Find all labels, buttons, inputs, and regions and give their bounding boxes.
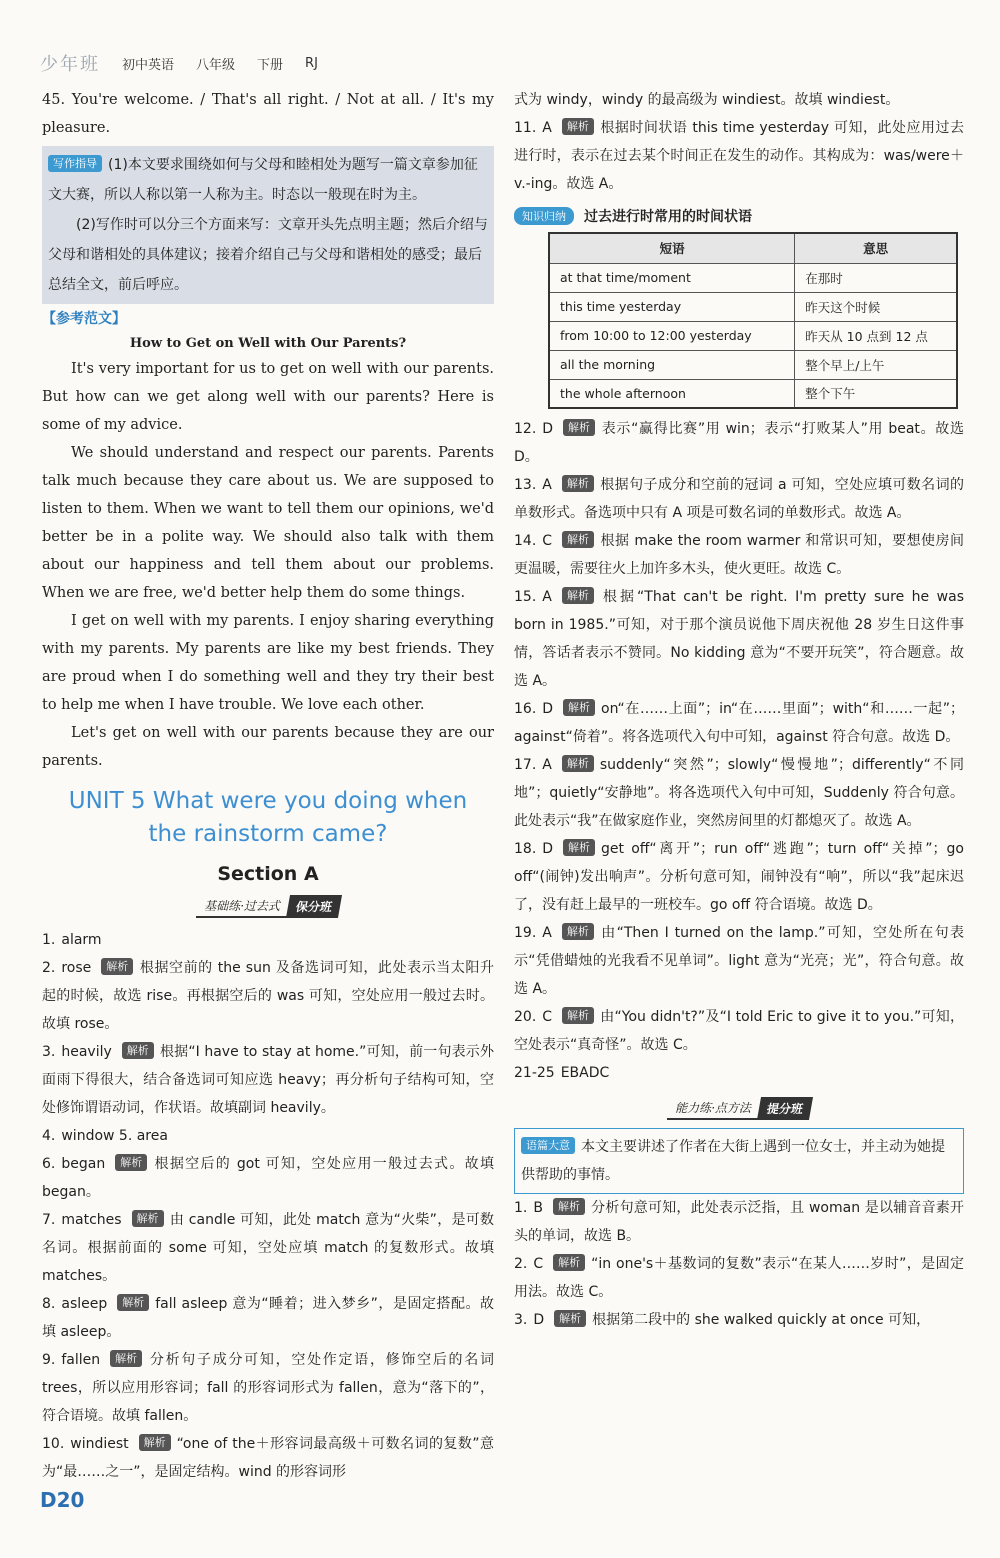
essay-paragraph: Let's get on well with our parents because they are our parents. bbox=[42, 725, 494, 769]
question-number: 2. bbox=[42, 960, 56, 976]
essay-paragraph: It's very important for us to get on well with our parents. But how can we get along well with our parents? Here is some of my advice. bbox=[42, 361, 494, 433]
left-answer-list bbox=[42, 926, 494, 1486]
question-number: 21-25 bbox=[514, 1065, 555, 1081]
answer-value: fallen bbox=[61, 1352, 101, 1368]
answer-value: D bbox=[542, 841, 554, 857]
analysis-tag: 解析 bbox=[562, 118, 594, 135]
question-number: 3. bbox=[42, 1044, 56, 1060]
table-row bbox=[549, 379, 957, 408]
analysis-tag: 解析 bbox=[122, 1042, 154, 1059]
table-cell: 在那时 bbox=[795, 263, 957, 292]
analysis-text: 根据“I have to stay at home.”可知，前一句表示外面雨下得很大，结合备选词可知应选 heavy；再分析句子结构可知，空处修饰谓语动词，作状语。故填副词 heavily。 bbox=[42, 1044, 494, 1116]
analysis-text: 表示“赢得比赛”用 win；表示“打败某人”用 beat。故选 D。 bbox=[514, 421, 964, 465]
time-phrase-table bbox=[548, 232, 964, 409]
analysis-tag: 解析 bbox=[139, 1434, 171, 1451]
page-header bbox=[40, 48, 500, 78]
essay-paragraph: I get on well with my parents. I enjoy sharing everything with my parents. My parents are like my best friends. They are proud when I do something well and they try their best to help me when I have trouble. We love each other. bbox=[42, 613, 494, 713]
answer-item bbox=[514, 1059, 964, 1087]
banner-left-label: 能力练·点方法 bbox=[667, 1097, 759, 1120]
practice-banner bbox=[42, 895, 494, 918]
guide-paragraph-1: (1)本文要求围绕如何与父母和睦相处为题写一篇文章参加征文大赛，所以人称以第一人称为主。时态以一般现在时为主。 bbox=[48, 157, 478, 203]
answer-item bbox=[514, 751, 964, 835]
question-number: 3. bbox=[514, 1312, 528, 1328]
answer-item bbox=[42, 1430, 494, 1486]
analysis-tag: 解析 bbox=[562, 475, 594, 492]
passage-summary bbox=[514, 1128, 964, 1194]
analysis-text: suddenly“突然”；slowly“慢慢地”；differently“不同地”；quietly“安静地”。将各选项代入句中可知，Suddenly 符合句意。此处表示“我”在做家庭作业，突然房间里的灯都熄灭了。故选 A。 bbox=[514, 757, 964, 829]
banner-left-label: 基础练·过去式 bbox=[196, 895, 288, 918]
analysis-tag: 解析 bbox=[115, 1154, 147, 1171]
table-row bbox=[549, 292, 957, 321]
header-grade: 八年级 bbox=[196, 57, 236, 73]
analysis-text: on“在……上面”；in“在……里面”；with“和……一起”；against“倚着”。将各选项代入句中可知，against 符合句意。故选 D。 bbox=[514, 701, 964, 745]
answer-item bbox=[42, 1122, 494, 1150]
analysis-tag: 解析 bbox=[563, 839, 595, 856]
left-column bbox=[42, 86, 494, 1486]
right-answer-list-2 bbox=[514, 1194, 964, 1334]
analysis-tag: 解析 bbox=[562, 1007, 594, 1024]
analysis-text: “in one's＋基数词的复数”表示“在某人……岁时”，是固定用法。故选 C。 bbox=[514, 1256, 964, 1300]
answer-item bbox=[42, 1206, 494, 1290]
answer-item bbox=[514, 1194, 964, 1250]
header-volume: 下册 bbox=[257, 57, 284, 73]
guide-tag: 写作指导 bbox=[48, 155, 102, 172]
table-cell: the whole afternoon bbox=[549, 379, 795, 408]
answer-value: C bbox=[542, 1009, 553, 1025]
answer-value: B bbox=[533, 1200, 543, 1216]
analysis-text: 由“Then I turned on the lamp.”可知，空处所在句表示“凭借蜡烛的光我看不见单词”。light 意为“光亮；光”，符合句意。故选 A。 bbox=[514, 925, 964, 997]
table-header: 短语 bbox=[549, 233, 795, 263]
question-number: 17. bbox=[514, 757, 537, 773]
table-cell: 昨天这个时候 bbox=[795, 292, 957, 321]
answer-item bbox=[514, 415, 964, 471]
question-number: 19. bbox=[514, 925, 537, 941]
answer-value: alarm bbox=[61, 932, 102, 948]
analysis-tag: 解析 bbox=[563, 419, 595, 436]
unit-title bbox=[42, 785, 494, 851]
answer-value: began bbox=[61, 1156, 106, 1172]
question-number: 20. bbox=[514, 1009, 537, 1025]
table-header: 意思 bbox=[795, 233, 957, 263]
right-column bbox=[514, 86, 964, 1334]
banner-right-label: 提分班 bbox=[757, 1097, 813, 1120]
question-number: 7. bbox=[42, 1212, 56, 1228]
answer-item bbox=[514, 471, 964, 527]
question-number: 6. bbox=[42, 1156, 56, 1172]
guide-paragraph-2: (2)写作时可以分三个方面来写：文章开头先点明主题；然后介绍与父母和谐相处的具体建议；接着介绍自己与父母和谐相处的感受；最后总结全文，前后呼应。 bbox=[48, 217, 488, 293]
question-number: 12. bbox=[514, 421, 537, 437]
answer-value: asleep bbox=[61, 1296, 108, 1312]
essay-title: How to Get on Well with Our Parents? bbox=[129, 336, 407, 351]
question-number: 4. bbox=[42, 1128, 56, 1144]
answer-item bbox=[514, 527, 964, 583]
ability-banner bbox=[514, 1097, 964, 1120]
analysis-tag: 解析 bbox=[563, 699, 595, 716]
question-number: 18. bbox=[514, 841, 537, 857]
table-cell: 整个早上/上午 bbox=[795, 350, 957, 379]
banner-right-label: 保分班 bbox=[286, 895, 342, 918]
essay-paragraph: We should understand and respect our parents. Parents talk much because they care about us. We are supposed to listen to them. When we want to tell them our opinions, we'd better be in a polite way. We should also talk with them about our happiness and tell them about our problems. When we are free, we'd better help them do some things. bbox=[42, 445, 494, 601]
analysis-text: 根据“That can't be right. I'm pretty sure he was born in 1985.”可知，对于那个演员说他下周庆祝他 28 岁生日这件事情，答话者表示不赞同。No kidding 意为“不要开玩笑”，符合题意。故选 A。 bbox=[514, 589, 964, 689]
unit-title-line-2: the rainstorm came? bbox=[148, 821, 388, 847]
answer-item bbox=[42, 1150, 494, 1206]
writing-guide bbox=[42, 146, 494, 304]
analysis-text: 根据句子成分和空前的冠词 a 可知，空处应填可数名词的单数形式。备选项中只有 A 项是可数名词的单数形式。故选 A。 bbox=[514, 477, 964, 521]
answer-item: 11. A 解析 根据时间状语 this time yesterday 可知，此处应用过去进行时，表示在过去某个时间正在发生的动作。其构成为：was/were＋v.-ing。故选 A。 bbox=[514, 120, 964, 192]
question-number: 2. bbox=[514, 1256, 528, 1272]
analysis-tag: 解析 bbox=[553, 1254, 585, 1271]
answer-value: A bbox=[542, 925, 552, 941]
answer-value: A bbox=[542, 757, 552, 773]
answer-value: A bbox=[542, 589, 552, 605]
brand-logo: 少年班 bbox=[40, 54, 100, 75]
question-number: 15. bbox=[514, 589, 537, 605]
answer-value: A bbox=[542, 477, 552, 493]
answer-item bbox=[514, 695, 964, 751]
analysis-text: “one of the＋形容词最高级＋可数名词的复数”意为“最……之一”，是固定结构。wind 的形容词形 bbox=[42, 1436, 494, 1480]
analysis-text: 根据空后的 got 可知，空处应用一般过去式。故填 began。 bbox=[42, 1156, 494, 1200]
answer-item bbox=[42, 1038, 494, 1122]
answer-45: 45. You're welcome. / That's all right. / Not at all. / It's my pleasure. bbox=[42, 92, 494, 136]
answer-item bbox=[42, 954, 494, 1038]
table-row bbox=[549, 263, 957, 292]
knowledge-heading: 过去进行时常用的时间状语 bbox=[584, 209, 752, 225]
answer-value: C bbox=[533, 1256, 544, 1272]
analysis-tag: 解析 bbox=[562, 587, 594, 604]
analysis-text: 分析句子成分可知，空处作定语，修饰空后的名词 trees，所以应用形容词；fall 的形容词形式为 fallen，意为“落下的”，符合语境。故填 fallen。 bbox=[42, 1352, 494, 1424]
answer-value: D bbox=[533, 1312, 545, 1328]
answer-item bbox=[514, 1306, 964, 1334]
analysis-tag: 解析 bbox=[117, 1294, 149, 1311]
answer-item bbox=[42, 1290, 494, 1346]
table-cell: 昨天从 10 点到 12 点 bbox=[795, 321, 957, 350]
analysis-text: 根据第二段中的 she walked quickly at once 可知， bbox=[592, 1312, 931, 1328]
question-number: 14. bbox=[514, 533, 537, 549]
table-cell: at that time/moment bbox=[549, 263, 795, 292]
knowledge-title bbox=[514, 206, 964, 226]
answer-value: D bbox=[542, 421, 554, 437]
analysis-tag: 解析 bbox=[562, 531, 594, 548]
table-cell: from 10:00 to 12:00 yesterday bbox=[549, 321, 795, 350]
answer-value: EBADC bbox=[560, 1065, 610, 1081]
answer-item bbox=[42, 1346, 494, 1430]
table-cell: this time yesterday bbox=[549, 292, 795, 321]
analysis-tag: 解析 bbox=[132, 1210, 164, 1227]
summary-tag: 语篇大意 bbox=[521, 1137, 575, 1154]
analysis-text: 由 candle 可知，此处 match 意为“火柴”，是可数名词。根据前面的 some 可知，空处应填 match 的复数形式。故填 matches。 bbox=[42, 1212, 494, 1284]
answer-value: matches bbox=[61, 1212, 122, 1228]
reference-tag: 【参考范文】 bbox=[42, 311, 126, 327]
answer-item bbox=[514, 1003, 964, 1059]
table-row bbox=[549, 321, 957, 350]
answer-value: heavily bbox=[61, 1044, 112, 1060]
analysis-text: fall asleep 意为“睡着；进入梦乡”，是固定搭配。故填 asleep。 bbox=[42, 1296, 494, 1340]
answer-item bbox=[514, 1250, 964, 1306]
right-answer-list bbox=[514, 415, 964, 1087]
analysis-tag: 解析 bbox=[553, 1198, 585, 1215]
header-subject: 初中英语 bbox=[122, 57, 175, 73]
answer-value: D bbox=[542, 701, 554, 717]
analysis-text: get off“离开”；run off“逃跑”；turn off“关掉”；go off“(闹钟)发出响声”。分析句意可知，闹钟没有“响”，所以“我”起床迟了，没有赶上最早的一班校车。go off 符合语境。故选 D。 bbox=[514, 841, 964, 913]
question-number: 16. bbox=[514, 701, 537, 717]
section-title: Section A bbox=[217, 863, 319, 885]
unit-title-line-1: UNIT 5 What were you doing when bbox=[68, 788, 468, 814]
summary-text: 本文主要讲述了作者在大街上遇到一位女士，并主动为她提供帮助的事情。 bbox=[521, 1139, 945, 1183]
table-row bbox=[549, 350, 957, 379]
answer-item bbox=[42, 926, 494, 954]
analysis-tag: 解析 bbox=[562, 923, 594, 940]
table-cell: all the morning bbox=[549, 350, 795, 379]
analysis-text: 由“You didn't?”及“I told Eric to give it to you.”可知，空处表示“真奇怪”。故选 C。 bbox=[514, 1009, 964, 1053]
answer-value: C bbox=[542, 533, 553, 549]
analysis-tag: 解析 bbox=[562, 755, 594, 772]
question-number: 1. bbox=[42, 932, 56, 948]
page-number: D20 bbox=[40, 1488, 85, 1512]
answer-item bbox=[514, 919, 964, 1003]
question-number: 8. bbox=[42, 1296, 56, 1312]
answer-item bbox=[514, 835, 964, 919]
knowledge-tag: 知识归纳 bbox=[514, 207, 574, 225]
answer-value: rose bbox=[61, 960, 92, 976]
analysis-text: 分析句意可知，此处表示泛指，且 woman 是以辅音音素开头的单词，故选 B。 bbox=[514, 1200, 964, 1244]
header-edition: RJ bbox=[305, 55, 318, 71]
question-number: 9. bbox=[42, 1352, 56, 1368]
analysis-text: 根据空前的 the sun 及备选词可知，此处表示当太阳升起的时候，故选 rise。再根据空后的 was 可知，空处应用一般过去时。故填 rose。 bbox=[42, 960, 494, 1032]
question-number: 1. bbox=[514, 1200, 528, 1216]
answer-item bbox=[514, 583, 964, 695]
analysis-tag: 解析 bbox=[101, 958, 133, 975]
analysis-text: 根据 make the room warmer 和常识可知，要想使房间更温暖，需要往火上加许多木头，使火更旺。故选 C。 bbox=[514, 533, 964, 577]
question-number: 10. bbox=[42, 1436, 65, 1452]
continued-answer: 式为 windy，windy 的最高级为 windiest。故填 windiest。 bbox=[514, 92, 900, 108]
analysis-tag: 解析 bbox=[554, 1310, 586, 1327]
question-number: 13. bbox=[514, 477, 537, 493]
table-cell: 整个下午 bbox=[795, 379, 957, 408]
analysis-tag: 解析 bbox=[110, 1350, 142, 1367]
answer-value: window 5. area bbox=[61, 1128, 168, 1144]
answer-value: windiest bbox=[70, 1436, 129, 1452]
